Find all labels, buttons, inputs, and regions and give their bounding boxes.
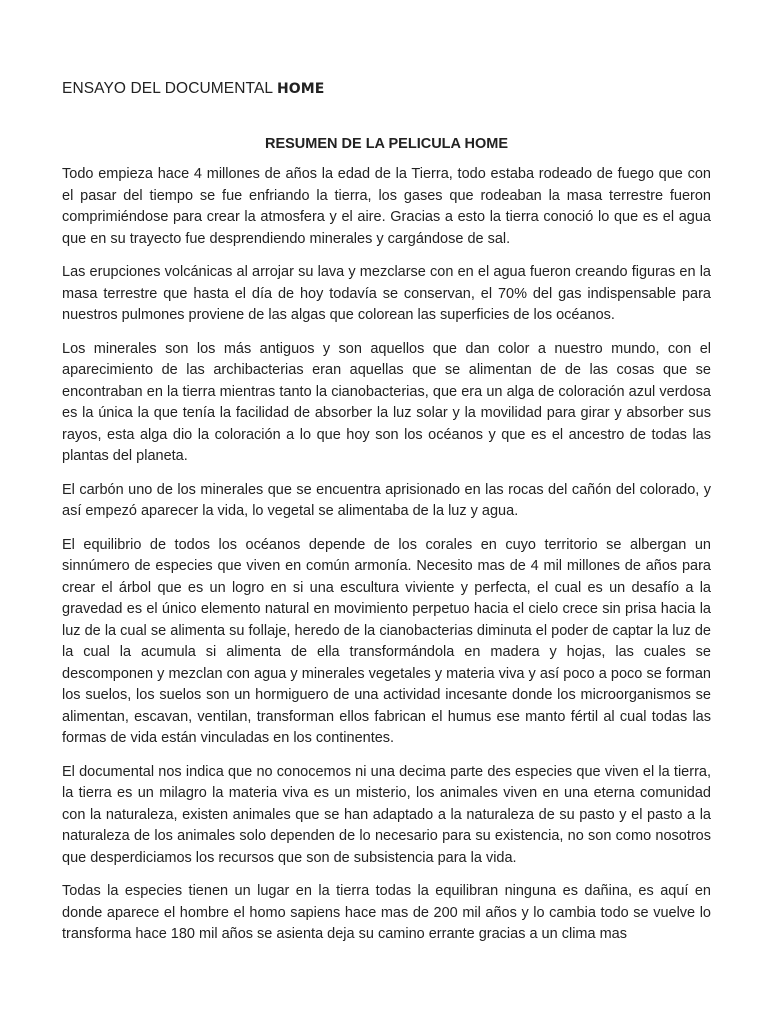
document-title: RESUMEN DE LA PELICULA HOME [264,136,509,152]
paragraph: El documental nos indica que no conocemos ni una decima parte des especies que viven el la tierra, la tierra es un milagro la materia viva es un misterio, los animales viven en una eterna comunidad con la naturaleza, existen animales que se han adaptado a la naturaleza de su pasto y el pasto a la naturaleza de los animales solo dependen de lo necesario para su existencia, no son como nosotros que desperdiciamos los recursos que son de subsistencia para la vida. [62,763,711,866]
document-page [62,78,711,958]
paragraph: El carbón uno de los minerales que se encuentra aprisionado en las rocas del cañón del colorado, y así empezó aparecer la vida, lo vegetal se alimentaba de la luz y agua. [62,481,711,519]
document-header [62,78,711,100]
paragraph: Los minerales son los más antiguos y son aquellos que dan color a nuestro mundo, con el aparecimiento de las archibacterias eran aquellas que se alimentan de de las cosas que se encontraban en la tierra mientras tanto la cianobacterias, que era un alga de coloración azul verdosa es la única la que tenía la facilidad de absorber la luz solar y la movilidad para girar y absorber sus rayos, esta alga dio la coloración a lo que hoy son los océanos y que es el ancestro de todas las plantas del planeta. [62,340,711,464]
paragraph: El equilibrio de todos los océanos depende de los corales en cuyo territorio se albergan un sinnúmero de especies que viven en común armonía. Necesito mas de 4 mil millones de años para crear el árbol que es un logro en si una escultura viviente y perfecta, el cual es un desafío a la gravedad es el único elemento natural en movimiento perpetuo hacia el cielo crece sin prisa hacia la luz de la cual se alimenta su follaje, heredo de la cianobacterias diminuta el poder de captar la luz de la cual la acumula si alimenta de ella transformándola en madera y hojas, las cuales se descomponen y mezclan con agua y minerales vegetales y materia viva y así poco a poco se forman los suelos, los suelos son un hormiguero de una actividad incesante donde los microorganismos se alimentan, escavan, ventilan, transforman ellos fabrican el humus ese manto fértil al cual todas las formas de vida están vinculadas en los continentes. [62,536,711,746]
paragraph: Todo empieza hace 4 millones de años la edad de la Tierra, todo estaba rodeado de fuego que con el pasar del tiempo se fue enfriando la tierra, los gases que rodeaban la masa terrestre fueron comprimiéndose para crear la atmosfera y el aire. Gracias a esto la tierra conoció lo que es el agua que en su trayecto fue desprendiendo minerales y cargándose de sal. [62,166,711,247]
header-emphasis: HOME [276,81,325,97]
paragraph: Las erupciones volcánicas al arrojar su lava y mezclarse con en el agua fueron creando figuras en la masa terrestre que hasta el día de hoy todavía se conservan, el 70% del gas indispensable para nuestros pulmones proviene de las algas que colorean las superficies de los océanos. [62,264,711,323]
header-prefix: ENSAYO DEL DOCUMENTAL [62,80,277,97]
paragraph: Todas la especies tienen un lugar en la tierra todas la equilibran ninguna es dañina, es aquí en donde aparece el hombre el homo sapiens hace mas de 200 mil años y lo cambia todo se vuelve lo transforma hace 180 mil años se asienta deja su camino errante gracias a un clima mas [62,883,711,942]
